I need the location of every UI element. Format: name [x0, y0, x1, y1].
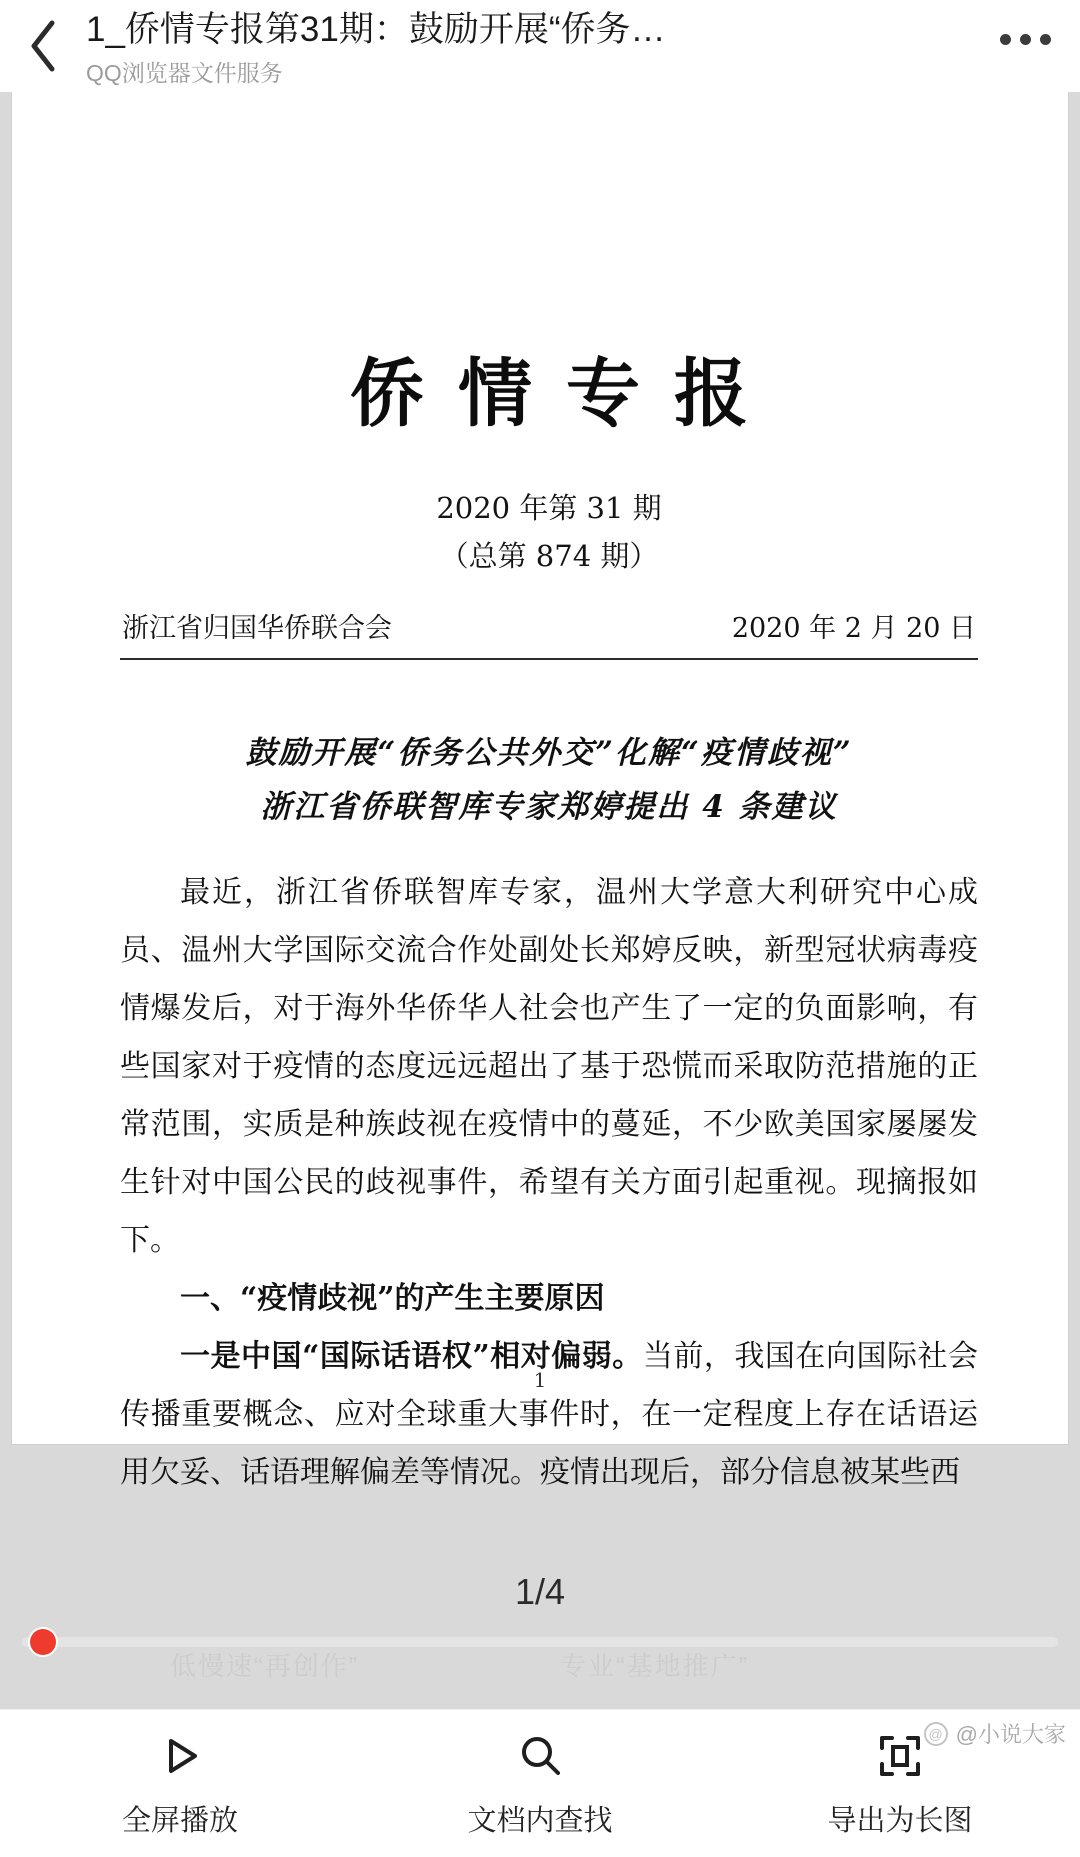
search-icon [514, 1728, 566, 1784]
header-titles [86, 0, 970, 90]
document-footer-page-number: 1 [533, 1368, 547, 1392]
document-date: 2020 年 2 月 20 日 [731, 613, 976, 644]
document-canvas[interactable] [0, 92, 1080, 1709]
play-icon [154, 1728, 206, 1784]
document-organization: 浙江省归国华侨联合会 [122, 613, 392, 644]
document-page-content [120, 92, 978, 1490]
document-headline-line2: 浙江省侨联智库专家郑婷提出 4 条建议 [260, 789, 838, 825]
bottom-toolbar [0, 1709, 1080, 1857]
document-section-1-title: 一、“疫情歧视”的产生主要原因 [180, 1281, 605, 1316]
document-divider [120, 658, 978, 660]
watermark-label: @小说大家 [955, 1722, 1066, 1747]
page-top-spacer [120, 92, 978, 346]
watermark-icon: @ [924, 1722, 948, 1746]
page-progress-slider[interactable] [0, 1627, 1080, 1657]
document-meta [120, 608, 978, 650]
chevron-left-icon [26, 19, 60, 73]
page-indicator: 1/4 [514, 1571, 566, 1612]
progress-track[interactable] [22, 1637, 1058, 1647]
document-headline-line1: 鼓励开展“侨务公共外交”化解“疫情歧视” [245, 735, 853, 771]
background-hint-text-2: 专业“基地推广” [560, 1651, 750, 1681]
document-paragraph-1: 最近，浙江省侨联智库专家，温州大学意大利研究中心成员、温州大学国际交流合作处副处长郑婷反映，新型冠状病毒疫情爆发后，对于海外华侨华人社会也产生了一定的负面影响，有些国家对于疫情的态度远远超出了基于恐慌而采取防范措施的正常范围，实质是种族歧视在疫情中的蔓延，不少欧美国家屡屡发生针对中国公民的歧视事件，希望有关方面引起重视。现摘报如下。 [120, 875, 978, 1258]
find-in-document-button[interactable] [360, 1710, 720, 1857]
app-header [0, 0, 1080, 92]
find-in-document-label: 文档内查找 [467, 1805, 613, 1837]
document-body [120, 864, 978, 1502]
document-issue-sub: （总第 874 期） [439, 539, 659, 573]
progress-thumb[interactable] [30, 1629, 56, 1655]
document-masthead: 侨情专报 [350, 351, 782, 437]
document-page [12, 92, 1068, 1490]
back-button[interactable] [0, 0, 86, 92]
more-horizontal-icon [1000, 34, 1051, 45]
fullscreen-play-button[interactable] [0, 1710, 360, 1857]
document-headline [120, 726, 978, 834]
page-title: 1_侨情专报第31期：鼓励开展“侨务… [86, 10, 666, 49]
background-hint-text-1: 低慢速“再创作” [170, 1651, 360, 1681]
document-issue: 2020 年第 31 期 [436, 491, 662, 525]
export-long-image-icon [874, 1728, 926, 1784]
header-subtitle: QQ浏览器文件服务 [86, 60, 283, 86]
more-options-button[interactable] [970, 0, 1080, 92]
document-section-1-text: 当前，我国在向国际社会传播重要概念、应对全球重大事件时，在一定程度上存在话语运用欠妥、话语理解偏差等情况。疫情出现后，部分信息被某些西 [120, 1339, 978, 1490]
fullscreen-play-label: 全屏播放 [121, 1805, 238, 1837]
export-long-image-label: 导出为长图 [827, 1805, 973, 1837]
document-section-1-lead: 一是中国“国际话语权”相对偏弱。 [180, 1339, 643, 1374]
watermark-badge [924, 1718, 1066, 1749]
